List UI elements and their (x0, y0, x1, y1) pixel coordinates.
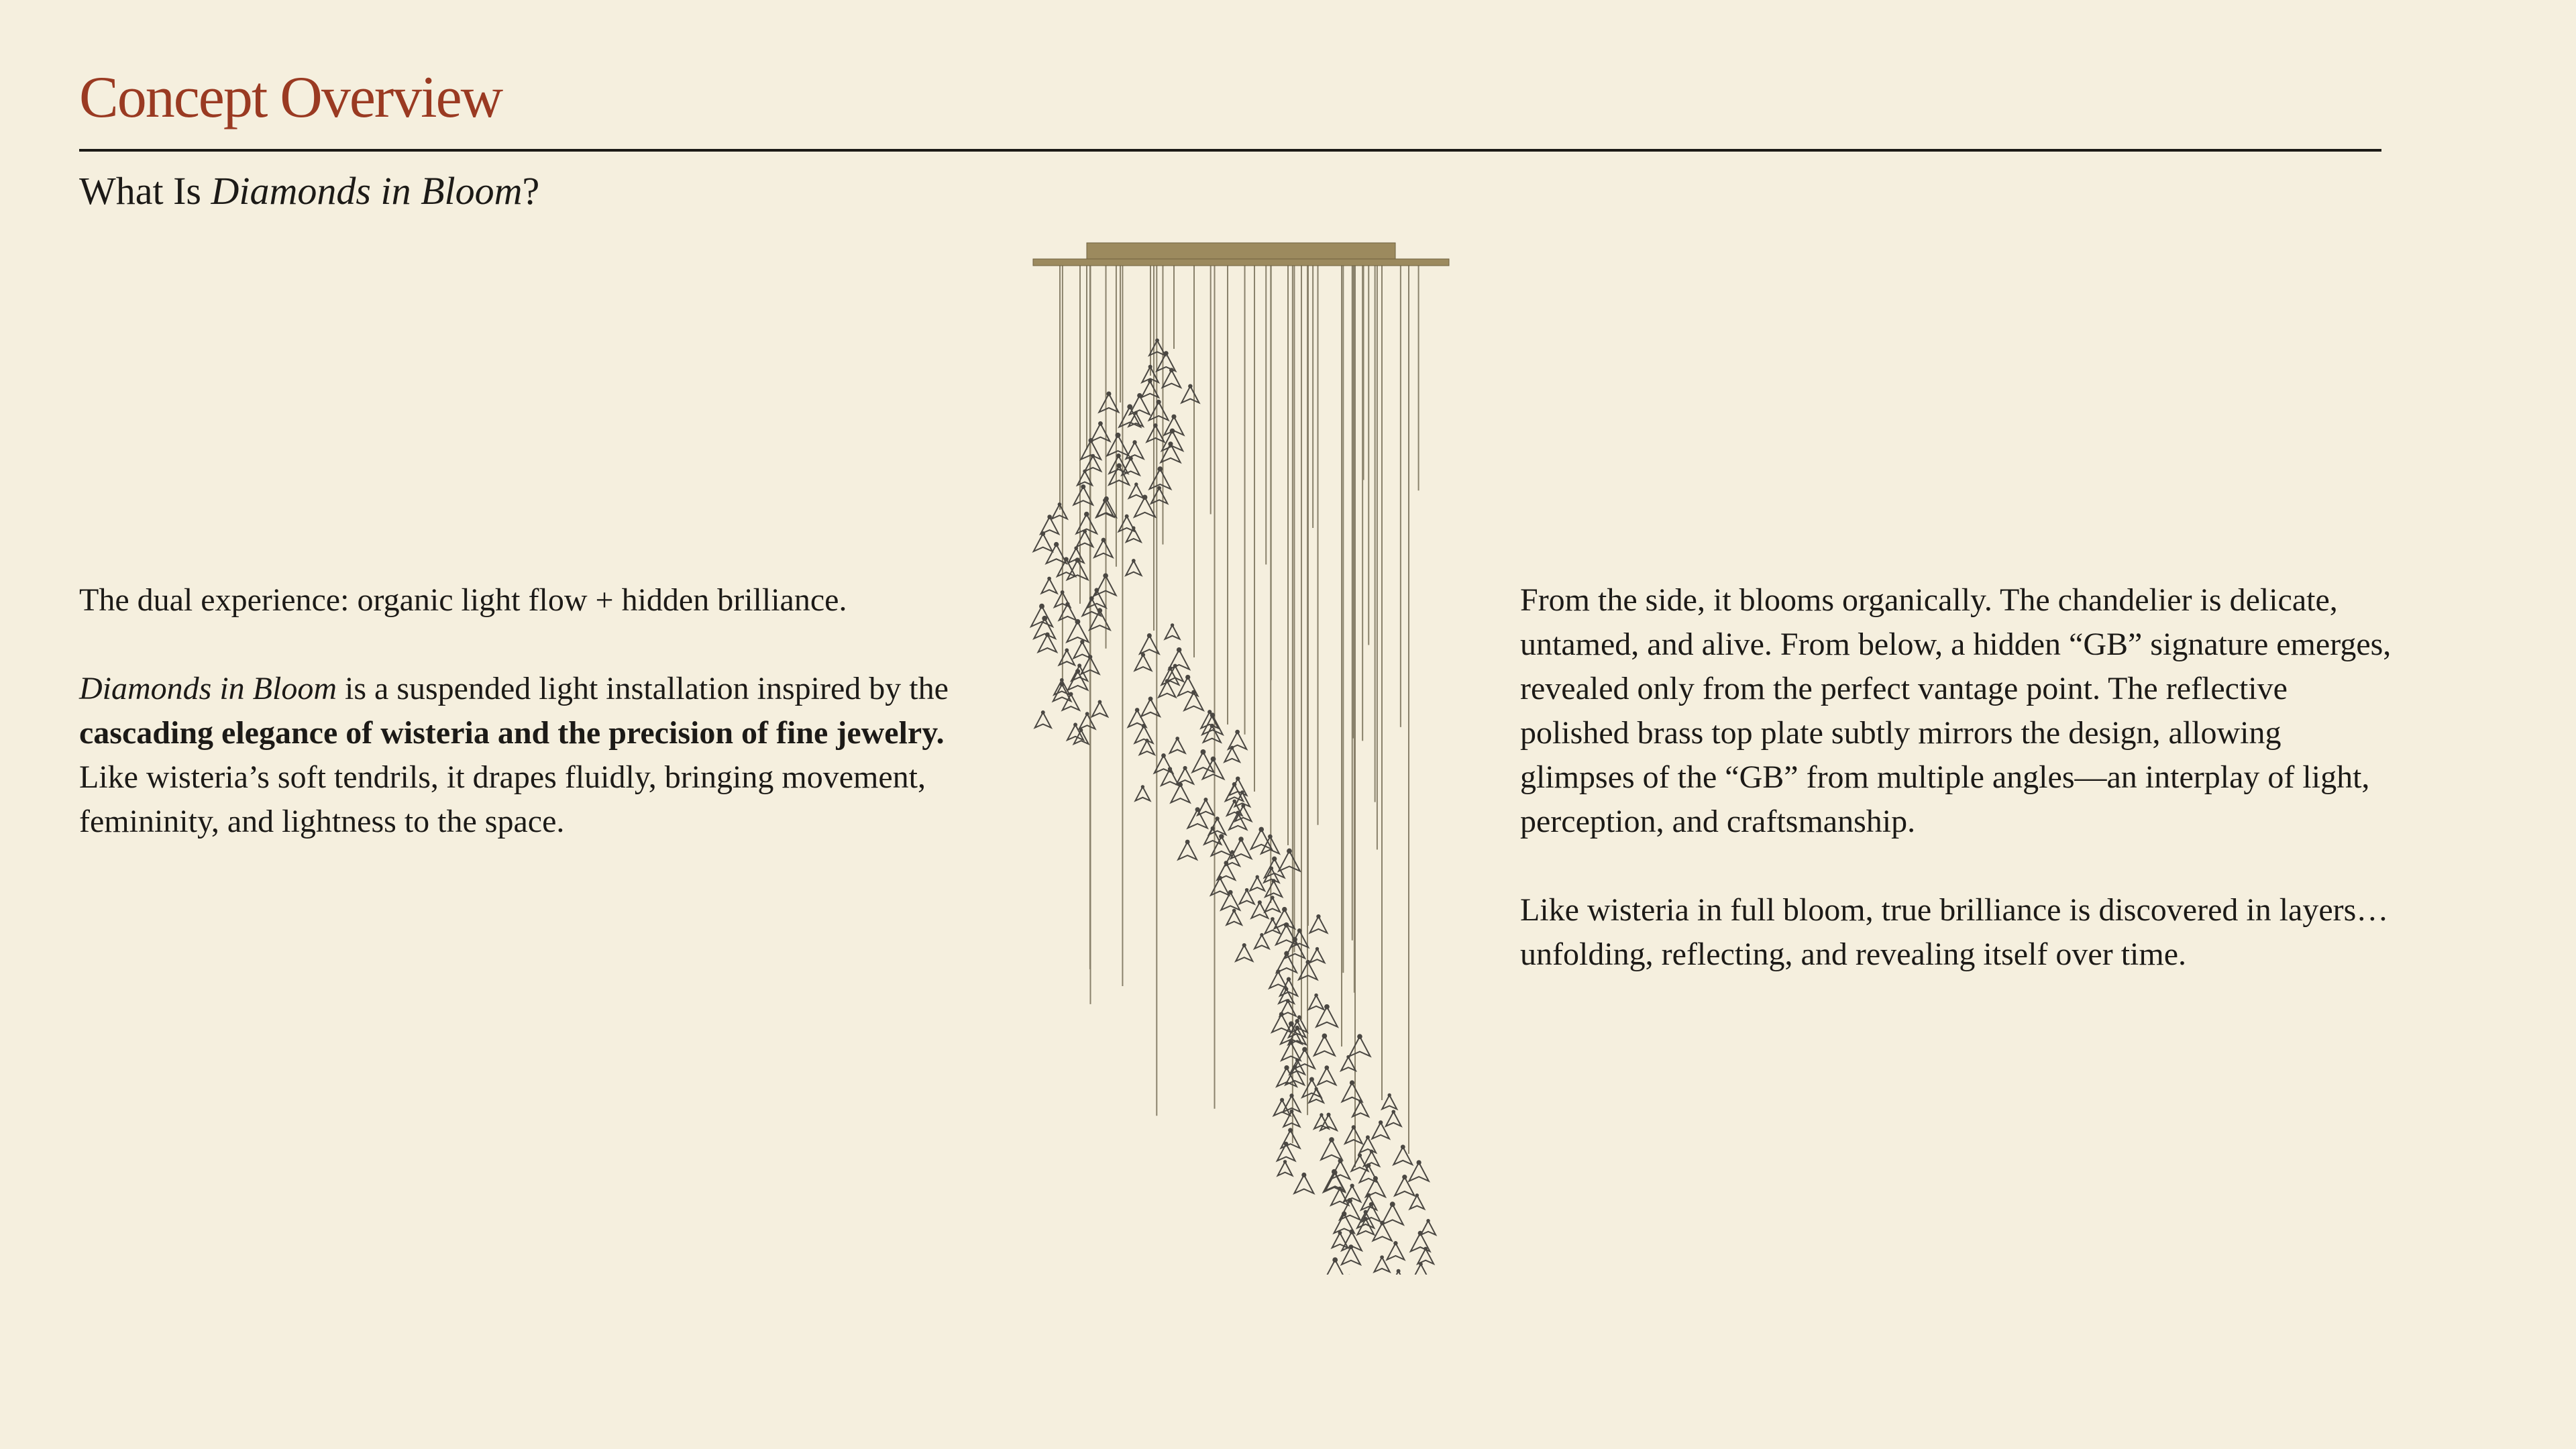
crystal-bloom-121 (1279, 849, 1300, 871)
crystal-bloom-84 (1201, 710, 1218, 728)
crystal-bloom-70 (1135, 653, 1152, 671)
right-text-column (1520, 578, 2392, 977)
crystal-bloom-129 (1269, 969, 1287, 988)
crystal-bloom-68 (1165, 623, 1180, 639)
crystal-bloom-156 (1281, 1128, 1300, 1148)
crystal-bloom-114 (1250, 875, 1265, 891)
crystal-bloom-159 (1294, 1173, 1313, 1193)
crystal-bloom-118 (1254, 933, 1269, 949)
crystal-bloom-5 (1041, 577, 1057, 594)
crystal-bloom-14 (1035, 710, 1051, 728)
crystal-bloom-105 (1211, 875, 1229, 895)
crystal-bloom-79 (1135, 785, 1150, 800)
crystal-bloom-39 (1126, 559, 1141, 576)
brass-top-plate-upper (1087, 243, 1395, 260)
crystal-bloom-142 (1314, 1034, 1335, 1056)
crystal-bloom-136 (1310, 947, 1325, 963)
crystal-bloom-167 (1321, 1137, 1342, 1160)
crystal-bloom-150 (1281, 1040, 1300, 1061)
crystal-bloom-57 (1161, 441, 1180, 462)
crystal-bloom-59 (1089, 608, 1110, 630)
crystal-bloom-194 (1382, 1201, 1403, 1224)
crystal-bloom-139 (1309, 994, 1324, 1010)
crystal-bloom-8 (1034, 616, 1055, 639)
crystal-bloom-160 (1349, 1034, 1370, 1056)
crystal-bloom-30 (1091, 421, 1110, 441)
crystal-bloom-193 (1410, 1193, 1425, 1209)
crystal-bloom-88 (1177, 766, 1193, 784)
crystal-bloom-186 (1390, 1269, 1406, 1275)
crystal-bloom-2 (1034, 531, 1053, 551)
crystal-bloom-87 (1192, 749, 1214, 772)
right-paragraph-2: Like wisteria in full bloom, true brilliance is discovered in layers… unfolding, reflecting, and revealing itself over time. (1520, 892, 2389, 972)
crystal-bloom-170 (1344, 1184, 1360, 1202)
crystal-bloom-147 (1283, 1110, 1299, 1127)
crystal-bloom-158 (1278, 1160, 1293, 1175)
crystal-bloom-89 (1171, 782, 1189, 802)
crystal-bloom-117 (1265, 917, 1280, 934)
description-text-2: Like wisteria’s soft tendrils, it drapes fluidly, bringing movement, femininity, and lightness to the space. (79, 759, 926, 839)
crystal-bloom-143 (1295, 1047, 1315, 1069)
crystal-bloom-24 (1067, 557, 1088, 580)
crystal-bloom-38 (1094, 538, 1112, 557)
crystal-bloom-195 (1421, 1219, 1436, 1235)
crystal-bloom-198 (1413, 1263, 1429, 1275)
crystal-bloom-51 (1157, 351, 1175, 371)
crystal-bloom-123 (1265, 879, 1282, 897)
crystal-bloom-93 (1178, 840, 1197, 860)
crystal-bloom-83 (1184, 690, 1203, 710)
crystal-bloom-119 (1236, 943, 1252, 961)
crystal-bloom-162 (1318, 1065, 1336, 1085)
crystal-bloom-27 (1059, 602, 1076, 620)
subtitle-suffix: ? (522, 169, 540, 213)
page-title: Concept Overview (79, 65, 502, 130)
crystal-bloom-47 (1150, 466, 1171, 489)
crystal-bloom-91 (1187, 807, 1207, 828)
crystal-bloom-53 (1181, 384, 1199, 402)
crystal-bloom-209 (1324, 1257, 1346, 1275)
left-text-column (79, 578, 991, 844)
crystal-bloom-124 (1265, 896, 1280, 912)
crystal-bloom-197 (1417, 1247, 1434, 1264)
crystal-bloom-0 (1052, 502, 1067, 519)
right-paragraph-1: From the side, it blooms organically. The chandelier is delicate, untamed, and alive. From below, a hidden “GB” signature emerges, revealed only from the perfect vantage point. The reflective polished brass top plate subtly mirrors the design, allowing glimpses of the “GB” from multiple angles—an interplay of light, perception, and craftsmanship. (1520, 582, 2392, 839)
crystal-bloom-204 (1331, 1187, 1348, 1205)
crystal-bloom-163 (1342, 1080, 1362, 1102)
crystal-bloom-155 (1314, 1113, 1329, 1128)
crystal-bloom-146 (1283, 1093, 1301, 1112)
section-subtitle (79, 168, 539, 215)
brass-top-plate (1033, 259, 1449, 266)
crystal-bloom-166 (1345, 1125, 1362, 1144)
crystal-bloom-34 (1129, 482, 1144, 498)
chandelier-wires (1060, 266, 1419, 1167)
crystal-bloom-65 (1092, 700, 1108, 717)
description-italic: Diamonds in Bloom (79, 671, 337, 706)
crystal-bloom-107 (1226, 909, 1242, 925)
crystal-bloom-60 (1067, 619, 1088, 642)
description-text-1: is a suspended light installation inspired by the (337, 671, 949, 706)
subtitle-prefix: What Is (79, 169, 211, 213)
crystal-bloom-86 (1170, 737, 1185, 753)
subtitle-italic: Diamonds in Bloom (211, 169, 523, 213)
crystal-bloom-184 (1387, 1241, 1404, 1260)
chandelier-illustration (1006, 228, 1489, 1275)
crystal-bloom-94 (1202, 712, 1223, 735)
crystal-bloom-49 (1134, 495, 1155, 517)
crystal-bloom-80 (1169, 647, 1189, 669)
crystal-bloom-96 (1224, 746, 1240, 762)
crystal-bloom-134 (1309, 914, 1327, 933)
crystal-bloom-178 (1364, 1150, 1379, 1167)
crystal-bloom-208 (1342, 1244, 1360, 1265)
crystal-bloom-175 (1386, 1110, 1401, 1126)
lead-sentence: The dual experience: organic light flow + hidden brilliance. (79, 582, 847, 618)
crystal-bloom-174 (1382, 1093, 1397, 1110)
crystal-bloom-190 (1393, 1144, 1412, 1165)
crystal-bloom-10 (1059, 648, 1075, 665)
crystal-bloom-52 (1163, 368, 1181, 387)
crystal-bloom-75 (1134, 724, 1152, 743)
crystal-bloom-54 (1149, 400, 1169, 421)
crystal-bloom-31 (1107, 433, 1128, 455)
title-divider (79, 149, 2381, 152)
description-paragraph (79, 667, 991, 844)
crystal-bloom-161 (1341, 1055, 1356, 1071)
description-bold: cascading elegance of wisteria and the precision of fine jewelry. (79, 715, 945, 751)
crystal-bloom-97 (1203, 757, 1224, 780)
crystal-bloom-90 (1197, 798, 1214, 815)
crystal-bloom-44 (1146, 423, 1164, 442)
